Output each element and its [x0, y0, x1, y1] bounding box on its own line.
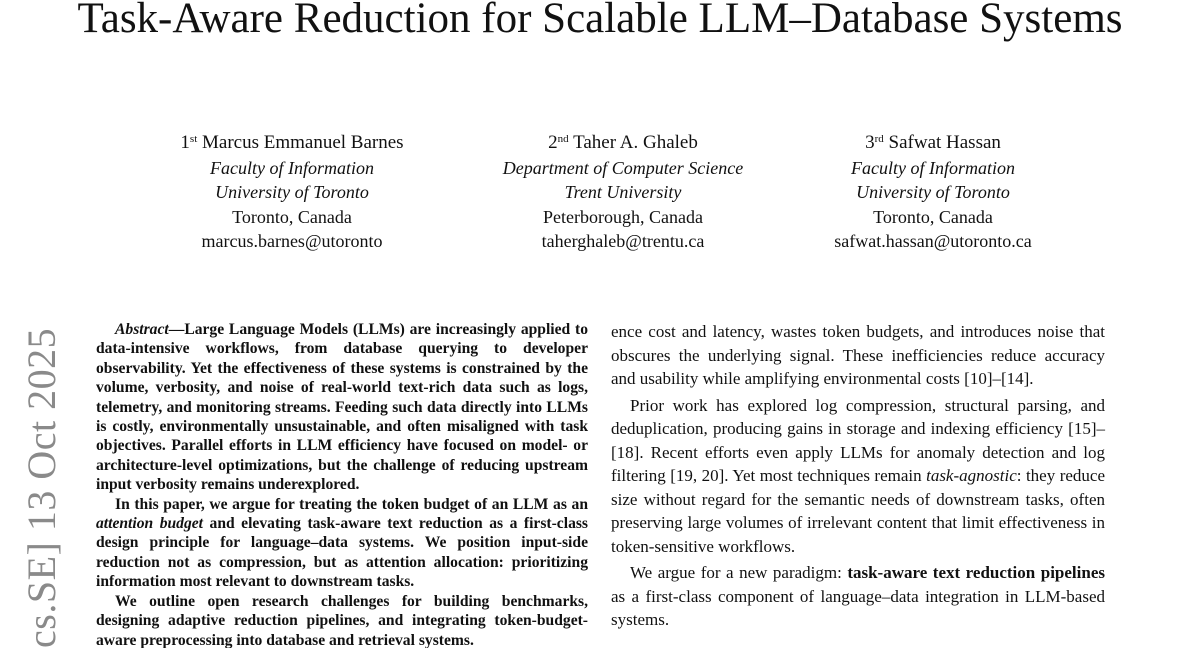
abstract-column	[96, 320, 588, 648]
abstract-text-2b: and elevating task-aware text reduction as a first-class design principle for language–data systems. We position input-side reduction not as compression, but as attention allocation: prioritizing information most relevant to downstream tasks.	[96, 515, 588, 591]
author-2-location: Peterborough, Canada	[543, 206, 703, 227]
author-3-name: Safwat Hassan	[888, 132, 1001, 153]
abstract-paragraph-3: We outline open research challenges for building benchmarks, designing adaptive reduction pipelines, and integrating token-budget-aware preprocessing into database and retrieval systems.	[96, 592, 588, 648]
body-paragraph-1: ence cost and latency, wastes token budgets, and introduces noise that obscures the underlying signal. These inefficiencies reduce accuracy and usability while amplifying environmental costs [10]–[14].	[611, 322, 1105, 388]
author-2-name: Taher A. Ghaleb	[573, 132, 698, 153]
author-3	[808, 131, 1058, 254]
author-1-affiliation-2: University of Toronto	[215, 182, 369, 202]
body-column	[611, 320, 1105, 632]
author-1-name-line	[152, 131, 432, 156]
author-2-ordinal: 2	[548, 132, 558, 153]
author-2	[470, 131, 776, 254]
author-2-name-line	[470, 131, 776, 156]
author-1-ordinal-suffix: st	[189, 133, 198, 145]
author-1-ordinal: 1	[180, 132, 190, 153]
body-paragraph-2	[611, 394, 1105, 559]
author-3-ordinal: 3	[865, 132, 875, 153]
paper-title: Task-Aware Reduction for Scalable LLM–Database Systems	[77, 0, 1123, 42]
author-3-name-line	[808, 131, 1058, 156]
body-strong-pipelines: task-aware text reduction pipelines	[847, 563, 1105, 582]
author-1-email: marcus.barnes@utoronto	[201, 231, 383, 251]
abstract-text-1: Large Language Models (LLMs) are increasingly applied to data-intensive workflows, from database querying to developer observability. Yet the effectiveness of these systems is constrained by the volume, verbosity, and noise of real-world text-rich data such as logs, telemetry, and monitoring streams. Feeding such data directly into LLMs is costly, environmentally unsustainable, and often misaligned with task objectives. Parallel efforts in LLM efficiency have focused on model- or architecture-level optimizations, but the challenge of reducing upstream input verbosity remains underexplored.	[96, 321, 588, 494]
abstract-text-2a: In this paper, we argue for treating the token budget of an LLM as an	[115, 495, 588, 513]
author-3-email: safwat.hassan@utoronto.ca	[834, 231, 1032, 251]
abstract-dash: —	[168, 321, 185, 338]
author-2-email: taherghaleb@trentu.ca	[541, 231, 705, 251]
author-3-affiliation-1: Faculty of Information	[851, 157, 1015, 178]
author-2-affiliation-1: Department of Computer Science	[502, 157, 744, 178]
abstract-label: Abstract	[115, 321, 169, 338]
body-text-3b: as a first-class component of language–data integration in LLM-based systems.	[611, 586, 1105, 629]
author-3-affiliation-2: University of Toronto	[856, 182, 1010, 202]
body-paragraph-3	[611, 561, 1105, 632]
author-1-name: Marcus Emmanuel Barnes	[202, 132, 404, 153]
author-1-affiliation-1: Faculty of Information	[210, 157, 374, 178]
author-3-location: Toronto, Canada	[873, 206, 993, 227]
body-text-2b: : they reduce size without regard for the semantic needs of downstream tasks, often preserving large volumes of irrelevant content that limit effectiveness in token-sensitive workflows.	[611, 466, 1105, 556]
author-2-ordinal-suffix: nd	[557, 133, 569, 145]
author-3-ordinal-suffix: rd	[874, 133, 884, 145]
author-2-affiliation-2: Trent University	[564, 182, 682, 202]
abstract-emphasis-attention-budget: attention budget	[96, 515, 204, 533]
abstract-paragraph-1	[96, 320, 588, 495]
body-emphasis-task-agnostic: task-agnostic	[926, 466, 1017, 485]
author-1	[152, 131, 432, 254]
abstract-paragraph-2	[96, 495, 588, 592]
body-text-3a: We argue for a new paradigm:	[630, 563, 848, 582]
body-text-2a: Prior work has explored log compression, structural parsing, and deduplication, producing gains in storage and indexing efficiency [15]–[18]. Recent efforts even apply LLMs for anomaly detection and log filtering [19, 20]. Yet most techniques remain	[611, 395, 1105, 485]
author-1-location: Toronto, Canada	[232, 206, 352, 227]
arxiv-side-stamp: cs.SE] 13 Oct 2025	[19, 327, 64, 648]
